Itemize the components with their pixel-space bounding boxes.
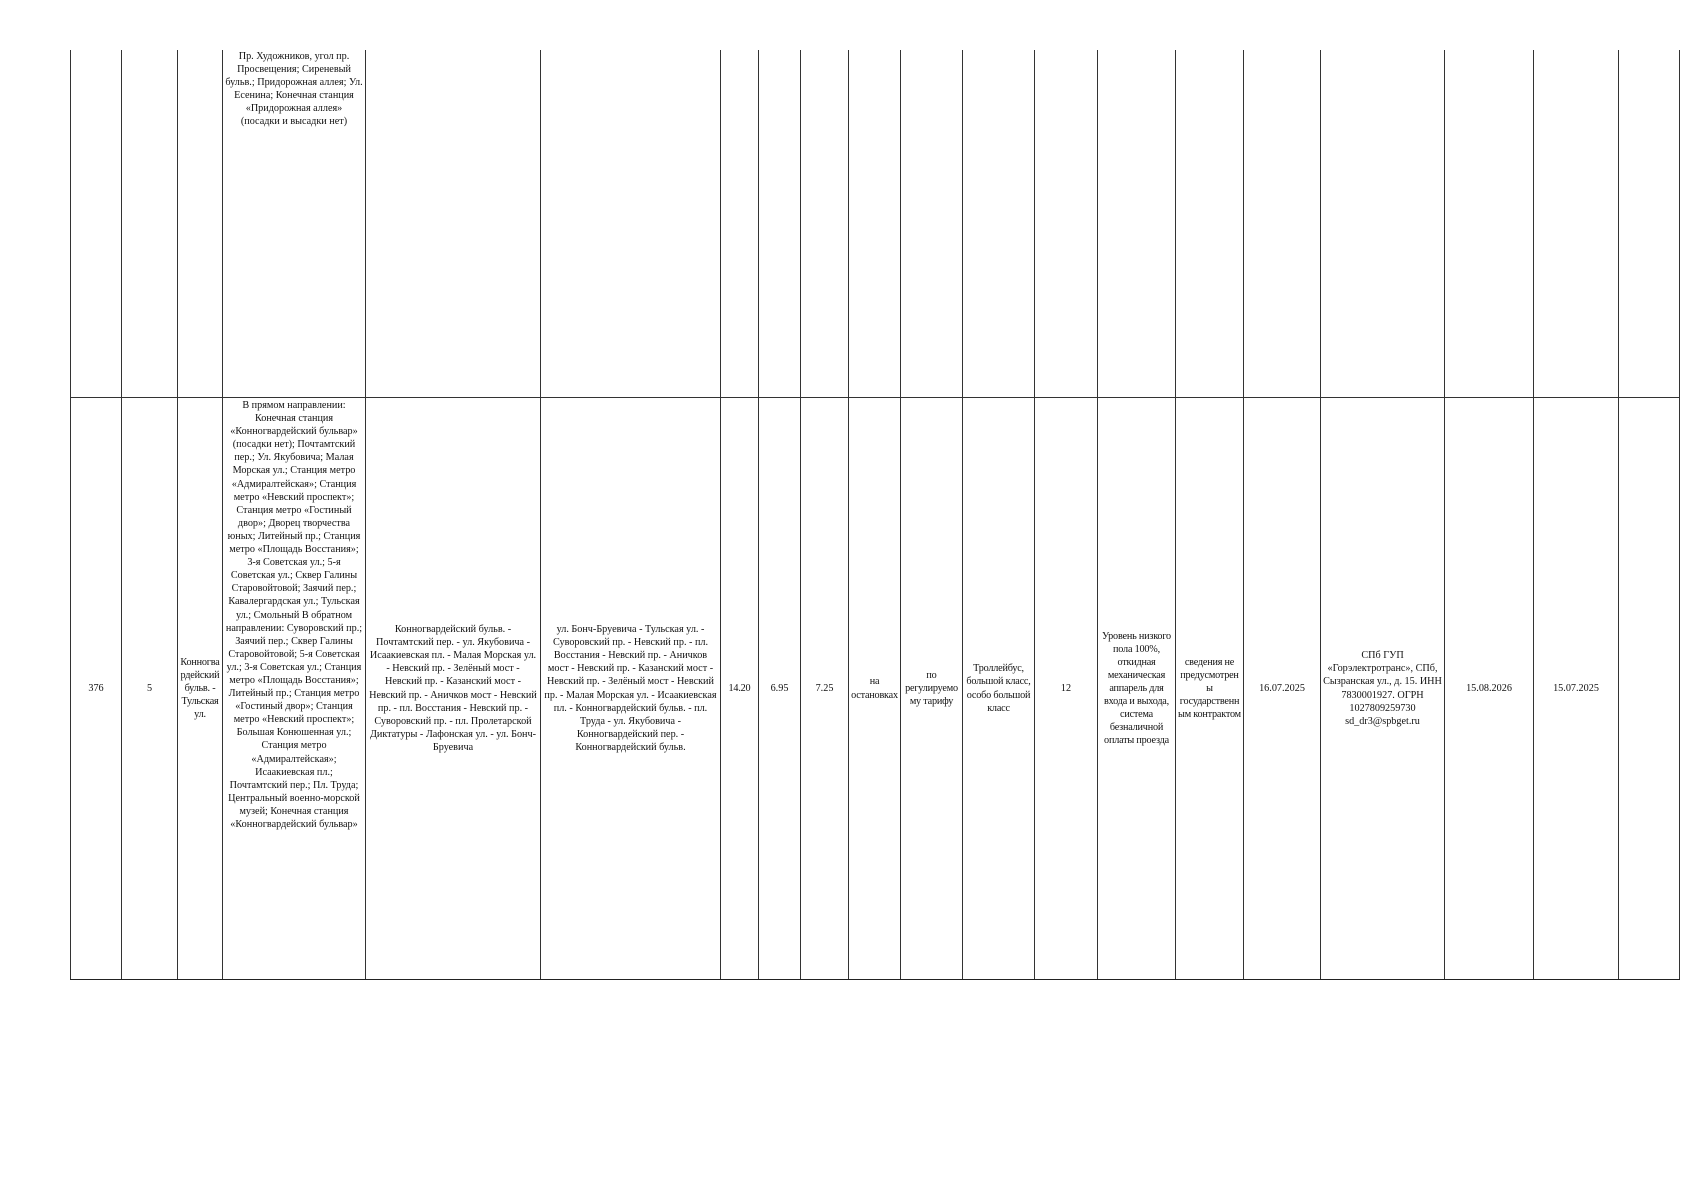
cell-streets-backward: ул. Бонч-Бруевича - Тульская ул. - Суворовский пр. - Невский пр. - пл. Восстания - Невский пр. - Аничков мост - Невский пр. - Казанский мост - Невский пр. - Зелёный мост - Невский пр. - Малая Морская ул. - Исаакиевская пл. - Конногвардейский бульв. - пл. Труда - ул. Якубовича - Конногвардейский пер. - Конногвардейский бульв. bbox=[541, 398, 721, 980]
cell-route-name: Конногвардейский бульв. - Тульская ул. bbox=[178, 398, 223, 980]
cell-empty bbox=[1534, 50, 1619, 398]
cell-length-forward: 14.20 bbox=[721, 398, 759, 980]
cell-empty bbox=[1321, 50, 1445, 398]
cell-stops: В прямом направлении: Конечная станция «Конногвардейский бульвар» (посадки нет); Почтамтский пер.; Ул. Якубовича; Малая Морская ул.; Станция метро «Адмиралтейская»; Станция метро «Невский проспект»; Станция метро «Гостиный двор»; Дворец творчества юных; Литейный пр.; Станция метро «Площадь Восстания»; 3-я Советская ул.; 5-я Советская ул.; Сквер Галины Старовойтовой; Заячий пер.; Кавалергардская ул.; Тульская ул.; Смольный В обратном направлении: Суворовский пр.; Заячий пер.; Сквер Галины Старовойтовой; 5-я Советская ул.; 3-я Советская ул.; Станция метро «Площадь Восстания»; Литейный пр.; Станция метро «Гостиный двор»; Станция метро «Невский проспект»; Большая Конюшенная ул.; Станция метро «Адмиралтейская»; Исаакиевская пл.; Почтамтский пер.; Пл. Труда; Центральный военно-морской музей; Конечная станция «Конногвардейский бульвар» bbox=[223, 398, 366, 980]
cell-vehicle-class: Троллейбус, большой класс, особо большой класс bbox=[963, 398, 1035, 980]
table-row-route-5 bbox=[71, 398, 1680, 980]
cell-empty bbox=[721, 50, 759, 398]
cell-empty bbox=[541, 50, 721, 398]
cell-empty bbox=[963, 50, 1035, 398]
cell-vehicle-characteristics: Уровень низкого пола 100%, откидная механическая аппарель для входа и выхода, система безналичной оплаты проезда bbox=[1098, 398, 1176, 980]
cell-empty bbox=[71, 50, 122, 398]
cell-date-2: 15.08.2026 bbox=[1445, 398, 1534, 980]
cell-stops-continued: Пр. Художников, угол пр. Просвещения; Сиреневый бульв.; Придорожная аллея; Ул. Есенина; Конечная станция «Придорожная аллея» (посадки и высадки нет) bbox=[223, 50, 366, 398]
route-registry-table bbox=[70, 50, 1680, 980]
cell-empty bbox=[1035, 50, 1098, 398]
cell-carrier: СПб ГУП «Горэлектротранс», СПб, Сызранская ул., д. 15. ИНН 7830001927. ОГРН 1027809259730 sd_dr3@spbget.ru bbox=[1321, 398, 1445, 980]
cell-start-date: 16.07.2025 bbox=[1244, 398, 1321, 980]
cell-empty bbox=[1445, 50, 1534, 398]
cell-route-number: 5 bbox=[122, 398, 178, 980]
cell-empty bbox=[801, 50, 849, 398]
cell-empty bbox=[1176, 50, 1244, 398]
cell-empty bbox=[1244, 50, 1321, 398]
cell-empty bbox=[122, 50, 178, 398]
cell-empty bbox=[1098, 50, 1176, 398]
cell-empty bbox=[366, 50, 541, 398]
cell-reg-number: 376 bbox=[71, 398, 122, 980]
cell-length-total: 7.25 bbox=[801, 398, 849, 980]
cell-empty bbox=[901, 50, 963, 398]
cell-empty bbox=[1619, 50, 1680, 398]
cell-empty bbox=[178, 50, 223, 398]
cell-vehicle-count: 12 bbox=[1035, 398, 1098, 980]
cell-streets-forward: Конногвардейский бульв. - Почтамтский пер. - ул. Якубовича - Исаакиевская пл. - Малая Морская ул. - Невский пр. - Зелёный мост - Невский пр. - Казанский мост - Невский пр. - Аничков мост - Невский пр. - пл. Восстания - Невский пр. - Суворовский пр. - пл. Пролетарской Диктатуры - Лафонская ул. - ул. Бонч-Бруевича bbox=[366, 398, 541, 980]
cell-empty bbox=[759, 50, 801, 398]
cell-stop-order: на остановках bbox=[849, 398, 901, 980]
cell-fare-type: по регулируемому тарифу bbox=[901, 398, 963, 980]
cell-contract-info: сведения не предусмотрены государственным контрактом bbox=[1176, 398, 1244, 980]
table-row-continuation bbox=[71, 50, 1680, 398]
cell-date-3: 15.07.2025 bbox=[1534, 398, 1619, 980]
cell-notes bbox=[1619, 398, 1680, 980]
cell-length-backward: 6.95 bbox=[759, 398, 801, 980]
cell-empty bbox=[849, 50, 901, 398]
